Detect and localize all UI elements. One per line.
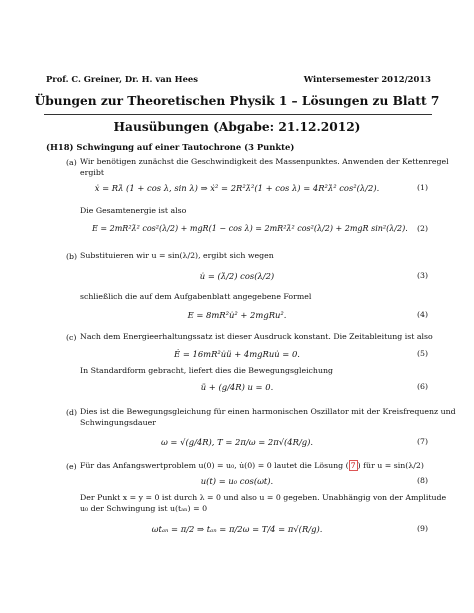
equation-9: ωtₐₙ = π/2 ⇒ tₐₙ = π/2ω = T/4 = π√(R/g). — [151, 524, 323, 534]
part-a-text-3: Die Gesamtenergie ist also — [80, 206, 187, 215]
equation-5: Ė = 16mR²u̇ü + 4mgRuu̇ = 0. — [174, 349, 300, 359]
part-a-text-2: ergibt — [80, 168, 104, 177]
equation-6: ü + (g/4R) u = 0. — [200, 382, 274, 392]
equation-7-number: (7) — [416, 437, 428, 446]
part-e-label: (e) — [66, 462, 77, 471]
part-e-text-1 — [80, 460, 424, 471]
equation-1: ẋ = Rλ̇ (1 + cos λ, sin λ) ⇒ ẋ² = 2R²λ̇²(1 + cos λ) = 4R²λ̇² cos²(λ/2). — [94, 183, 380, 193]
equation-3-number: (3) — [416, 271, 428, 280]
page-title: Übungen zur Theoretischen Physik 1 – Lösungen zu Blatt 7 — [34, 94, 440, 108]
title-divider — [44, 114, 432, 115]
equation-6-number: (6) — [416, 382, 428, 391]
equation-5-number: (5) — [416, 349, 428, 358]
equation-9-number: (9) — [416, 524, 428, 533]
part-a-text-1: Wir benötigen zunächst die Geschwindigkeit des Massenpunktes. Anwenden der Kettenregel — [80, 157, 449, 166]
part-d-label: (d) — [66, 408, 78, 417]
equation-2-number: (2) — [416, 224, 428, 233]
page-subtitle: Hausübungen (Abgabe: 21.12.2012) — [113, 120, 361, 134]
equation-8-number: (8) — [416, 476, 428, 485]
part-e-text-1b: ) für u = sin(λ/2) — [357, 461, 424, 470]
part-b-text-2: schließlich die auf dem Aufgabenblatt angegebene Formel — [80, 292, 312, 301]
part-b-text-1: Substituieren wir u = sin(λ/2), ergibt sich wegen — [80, 251, 274, 260]
equation-8: u(t) = u₀ cos(ωt). — [200, 476, 274, 486]
part-c-text-1: Nach dem Energieerhaltungssatz ist dieser Ausdruck konstant. Die Zeitableitung ist also — [80, 332, 433, 341]
equation-4-number: (4) — [416, 310, 428, 319]
equation-2: E = 2mR²λ̇² cos²(λ/2) + mgR(1 − cos λ) = 2mR²λ̇² cos²(λ/2) + 2mgR sin²(λ/2). — [92, 224, 408, 233]
part-e-text-1a: Für das Anfangswertproblem u(0) = u₀, u̇(0) = 0 lautet die Lösung ( — [80, 461, 349, 470]
header-authors: Prof. C. Greiner, Dr. H. van Hees — [46, 74, 198, 84]
equation-reference-link[interactable]: 7 — [350, 461, 356, 470]
equation-4: E = 8mR²u̇² + 2mgRu². — [187, 310, 287, 320]
equation-1-number: (1) — [416, 183, 428, 192]
part-a-label: (a) — [66, 158, 77, 167]
part-d-text-2: Schwingungsdauer — [80, 418, 156, 427]
equation-7: ω = √(g/4R), T = 2π/ω = 2π√(4R/g). — [160, 437, 314, 447]
part-c-text-2: In Standardform gebracht, liefert dies die Bewegungsgleichung — [80, 366, 333, 375]
part-e-text-3: u₀ der Schwingung ist u(tₐₙ) = 0 — [80, 504, 208, 513]
part-d-text-1: Dies ist die Bewegungsgleichung für einen harmonischen Oszillator mit der Kreisfrequenz und — [80, 407, 456, 416]
header-semester: Wintersemester 2012/2013 — [303, 74, 431, 84]
equation-3: u̇ = (λ̇/2) cos(λ/2) — [199, 271, 275, 281]
part-b-label: (b) — [66, 252, 78, 261]
part-c-label: (c) — [66, 333, 77, 342]
part-e-text-2: Der Punkt x = y = 0 ist durch λ = 0 und also u = 0 gegeben. Unabhängig von der Amplitude — [80, 493, 447, 502]
section-heading: (H18) Schwingung auf einer Tautochrone (3 Punkte) — [46, 142, 295, 152]
